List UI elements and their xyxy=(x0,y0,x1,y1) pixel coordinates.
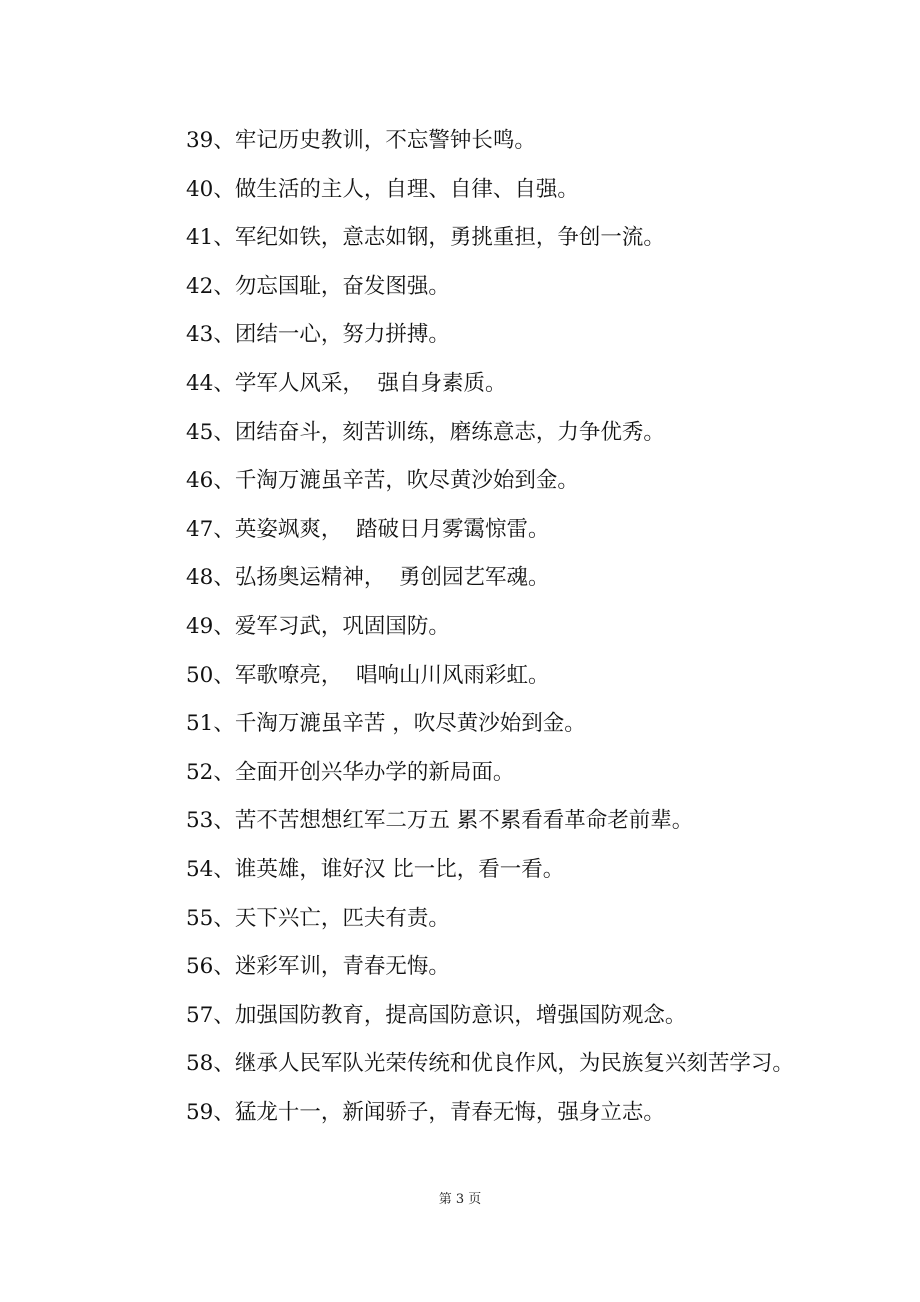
slogan-50: 50、军歌嘹亮， 唱响山川风雨彩虹。 xyxy=(186,662,550,688)
slogan-55: 55、天下兴亡，匹夫有责。 xyxy=(186,905,450,931)
slogan-42: 42、勿忘国耻，奋发图强。 xyxy=(186,273,450,299)
slogan-54: 54、谁英雄，谁好汉 比一比，看一看。 xyxy=(186,856,565,882)
page-number: 第 3 页 xyxy=(438,1192,482,1207)
slogan-56: 56、迷彩军训，青春无悔。 xyxy=(186,954,450,980)
slogan-53: 53、苦不苦想想红军二万五 累不累看看革命老前辈。 xyxy=(186,808,694,834)
slogan-list xyxy=(139,117,799,1137)
slogan-39: 39、牢记历史教训，不忘警钟长鸣。 xyxy=(186,128,536,153)
slogan-52: 52、全面开创兴华办学的新局面。 xyxy=(186,759,515,785)
slogan-44: 44、学军人风采， 强自身素质。 xyxy=(186,370,507,396)
slogan-40: 40、做生活的主人，自理、自律、自强。 xyxy=(186,176,579,202)
slogan-47: 47、英姿飒爽， 踏破日月雾霭惊雷。 xyxy=(186,516,550,542)
slogan-58: 58、继承人民军队光荣传统和优良作风，为民族复兴刻苦学习。 xyxy=(186,1051,794,1077)
slogan-45: 45、团结奋斗，刻苦训练，磨练意志，力争优秀。 xyxy=(186,419,665,445)
slogan-41: 41、军纪如铁，意志如钢，勇挑重担，争创一流。 xyxy=(186,225,665,251)
slogan-48: 48、弘扬奥运精神， 勇创园艺军魂。 xyxy=(186,565,550,591)
slogan-43: 43、团结一心，努力拼搏。 xyxy=(186,322,450,348)
slogan-51: 51、千淘万漉虽辛苦 ，吹尽黄沙始到金。 xyxy=(186,711,586,737)
slogan-59: 59、猛龙十一，新闻骄子，青春无悔，强身立志。 xyxy=(186,1099,665,1125)
slogan-46: 46、千淘万漉虽辛苦，吹尽黄沙始到金。 xyxy=(186,468,579,494)
slogan-49: 49、爱军习武，巩固国防。 xyxy=(186,613,450,639)
slogan-57: 57、加强国防教育，提高国防意识，增强国防观念。 xyxy=(186,1002,687,1028)
